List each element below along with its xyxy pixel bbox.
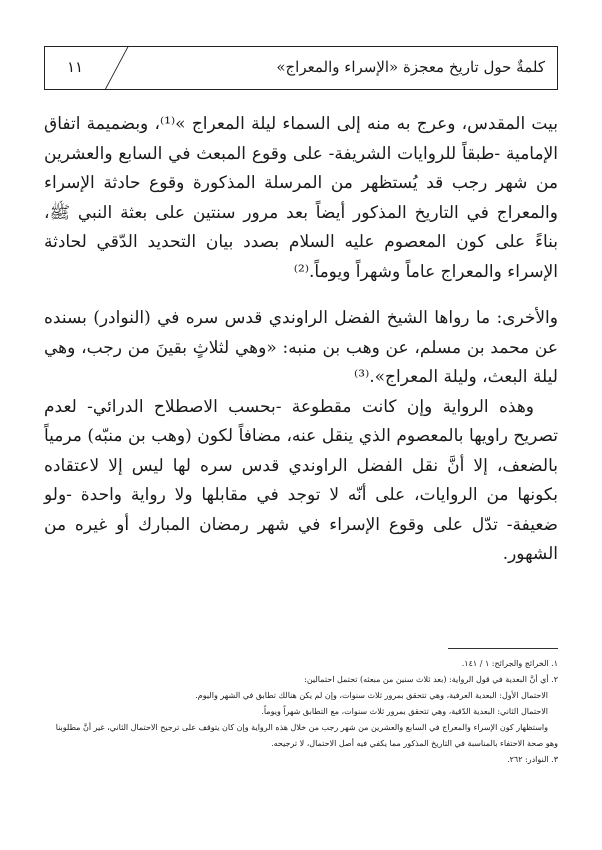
footnote-separator [448,648,558,649]
footnotes [44,656,558,768]
footnote: وهو صحة الاحتفاء بالمناسبة في التاريخ المذكور مما يكفي فيه أصل الاحتمال، لا ترجيحه. [271,739,558,748]
header-divider [105,47,128,89]
footnote: الاحتمال الأول: البعدية العرفية، وهي تتحقق بمرور ثلاث سنوات، وإن لم يكن هنالك تطابق في الشهر واليوم. [195,691,548,700]
footnote: ٣. النوادر: ٢٦٢. [507,755,558,764]
footnote: واستظهار كون الإسراء والمعراج في السابع والعشرين من شهر رجب من خلال هذه الرواية وإن كان يتوقف على ترجيح الاحتمال الثاني، غير أنَّ مطلوبنا [55,723,548,732]
paragraph: والأخرى: ما رواها الشيخ الفضل الراوندي قدس سره في (النوادر) بسنده عن محمد بن مسلم، عن وهب بن منبه: «وهي لثلاثٍ بقينَ من رجب، وهي ليلة البعث، وليلة المعراج».⁽³⁾ [44,308,558,387]
paragraph: وهذه الرواية وإن كانت مقطوعة -بحسب الاصطلاح الدرائي- لعدم تصريح راويها بالمعصوم الذي ينقل عنه، مضافاً لكون (وهب بن منبّه) مرمياً بالضعف، إلا أنَّ نقل الفضل الراوندي قدس سره لها ليس إلا لاعتقاده بكونها من الروايات، على أنّه لا توجد في مقابلها ولا رواية واحدة -ولو ضعيفة- تدّل على وقوع الإسراء في شهر رمضان المبارك أو غيره من الشهور. [44,396,558,564]
header-title: كلمةٌ حول تاريخ معجزة «الإسراء والمعراج» [276,58,545,76]
running-header [44,46,558,90]
footnote: ٢. أي أنَّ البعدية في قول الرواية: (بعد ثلاث سنين من مبعثه) تحتمل احتمالين: [304,675,558,684]
footnote: الاحتمال الثاني: البعدية الدّقية، وهي تتحقق بمرور ثلاث سنوات، مع التطابق شهراً ويوماً. [261,707,548,716]
paragraph: بيت المقدس، وعرج به منه إلى السماء ليلة المعراج »⁽¹⁾، وبضميمة اتفاق الإمامية -طبقاً للروايات الشريفة- على وقوع المبعث في السابع والعشرين من شهر رجب قد يُستظهر من المرسلة المذكورة وقوع حادثة الإسراء والمعراج في التاريخ المذكور أيضاً بعد مرور سنتين على بعثة النبي ﷺ، بناءً على كون المعصوم عليه السلام بصدد بيان التحديد الدّقي لحادثة الإسراء والمعراج عاماً وشهراً ويوماً.⁽²⁾ [44,114,558,282]
footnote: ١. الخرائج والجرائح: ١ / ١٤١. [461,659,558,668]
main-text [44,110,558,570]
page-number: ١١ [66,58,84,76]
